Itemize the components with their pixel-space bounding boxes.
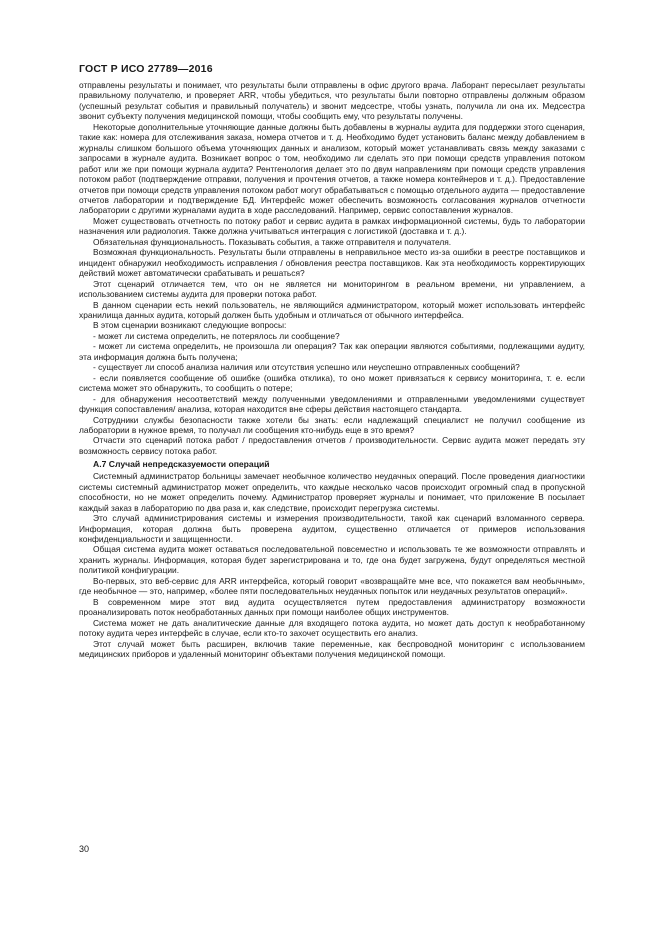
list-item: - существует ли способ анализа наличия или отсутствия успешно или неуспешно отправленных сообщений? <box>93 362 520 373</box>
paragraph: Это случай администрирования системы и измерения производительности, такой как сценарий взломанного сервера. Информация, которая должна быть проверена аудитом, существенно отличается от примеров использования конфиденциальности и защищенности. <box>79 513 585 545</box>
paragraph: Общая система аудита может оставаться последовательной повсеместно и использовать те же возможности отправлять и хранить журналы. Информация, которая будет зарегистрирована и то, где она будет загружена, будут определяться местной политикой конфигурации. <box>79 544 585 576</box>
paragraph: Система может не дать аналитические данные для входящего потока аудита, но может дать доступ к необработанному потоку аудита через интерфейс в случае, если кто-то захочет осуществить его анализ. <box>79 617 585 639</box>
paragraph: Этот случай может быть расширен, включив такие переменные, как беспроводной мониторинг с использованием медицинских приборов и удаленный мониторинг объектами получения медицинской помощи. <box>79 638 585 660</box>
paragraph: В современном мире этот вид аудита осуществляется путем предоставления администратору возможности проанализировать поток необработанных данных при помощи наиболее общих инструментов. <box>79 596 585 618</box>
paragraph: отправлены результаты и понимает, что результаты были отправлены в офис другого врача. Лаборант пересылает результаты правильному получателю, и проверяет ARR, чтобы убедиться, что результаты были повторно отправлены должным образом (успешный результат события и правильный получатель) и звонит медсестре, чтобы узнать, получила ли она их. Медсестра звонит субъекту получения медицинской помощи, чтобы сообщить ему, что результаты получены. <box>79 80 585 122</box>
paragraph: Обязательная функциональность. Показывать события, а также отправителя и получателя. <box>93 236 452 247</box>
list-item: - для обнаружения несоответствий между полученными уведомлениями и отправленными уведомлениями существует функция сопоставления/ анализа, которая находится вне сферы действия настоящего стандарта. <box>79 393 585 415</box>
paragraph: Возможная функциональность. Результаты были отправлены в неправильное место из-за ошибки в реестре поставщиков и инцидент обнаружил необходимость исправления / обновления реестра поставщиков. Как эта необходимость корректирующих действий может автоматически срабатывать и решаться? <box>79 247 585 279</box>
list-item: - может ли система определить, не потерялось ли сообщение? <box>93 330 340 341</box>
paragraph: Этот сценарий отличается тем, что он не является ни мониторингом в реальном времени, ни управлением, а использованием системы аудита для проверки потока работ. <box>79 278 585 300</box>
list-item: - может ли система определить, не произошла ли операция? Так как операции являются событиями, подлежащими аудиту, эта информация должна быть получена; <box>79 341 585 362</box>
page-number: 30 <box>79 844 90 854</box>
paragraph: В данном сценарии есть некий пользователь, не являющийся администратором, который может использовать интерфейс хранилища данных аудита, который должен быть удобным и отличаться от обычного интерфейса. <box>79 299 585 320</box>
paragraph: Отчасти это сценарий потока работ / предоставления отчетов / производительности. Сервис аудита может передать эту возможность сервису потока работ. <box>79 435 585 456</box>
document-header: ГОСТ Р ИСО 27789—2016 <box>79 63 213 75</box>
document-body <box>79 80 585 659</box>
section-heading: А.7 Случай непредсказуемости операций <box>93 459 270 470</box>
paragraph: Сотрудники службы безопасности также хотели бы знать: если надлежащий специалист не получил сообщение из лаборатории в нужное время, то получал ли сообщения кто-нибудь еще в это время? <box>79 414 585 435</box>
paragraph: Системный администратор больницы замечает необычное количество неудачных операций. После проведения диагностики системы системный администратор может определить, что каждые несколько часов происходит огромный спад в пропускной способности, но не может определить почему. Администратор проверяет журналы и понимает, что приложение B посылает каждый заказ в лабораторию по два раза и, как следствие, происходит перегрузка системы. <box>79 471 585 513</box>
paragraph: Некоторые дополнительные уточняющие данные должны быть добавлены в журналы аудита для поддержки этого сценария, такие как: номера для отслеживания заказа, номера отчетов и т. д. Необходимо будет установить баланс между добавлением в журналы слишком большого объема уточняющих данных и анализом, который может устанавливать связь между заказами с запросами в журнале аудита. Возникает вопрос о том, необходимо ли сделать это при помощи средств управления потоком работ или же при помощи журнала аудита? Рентгенология делает это по двум направлениям при помощи средств управления потоком работ (подтверждение отправки, получения и прочтения отчетов, а также номера контейнеров и т. д.). Предоставление отчетов при помощи средств управления потоком работ могут обрабатываться с помощью отдельного аудита — предоставление отчетов лаборатории и подтверждение БД. Интерфейс может обеспечить возможность согласования журналов отчетности лаборатории с другими журналами аудита в ходе расследований. Например, сервис сопоставления журналов. <box>79 121 585 216</box>
paragraph: Может существовать отчетность по потоку работ и сервис аудита в рамках информационной системы, будь то лаборатории назначения или радиология. Также должна учитываться интеграция с логистикой (доставка и т. д.). <box>79 215 585 237</box>
paragraph: В этом сценарии возникают следующие вопросы: <box>93 320 287 331</box>
paragraph: Во-первых, это веб-сервис для ARR интерфейса, который говорит «возвращайте мне все, что покажется вам необычным», где необычное — это, например, «более пяти последовательных неудачных попыток или неудачных результатов операций». <box>79 575 585 597</box>
list-item: - если появляется сообщение об ошибке (ошибка отклика), то оно может привязаться к сервису мониторинга, т. е. если система может это обнаружить, то сообщить о потере; <box>79 372 585 394</box>
